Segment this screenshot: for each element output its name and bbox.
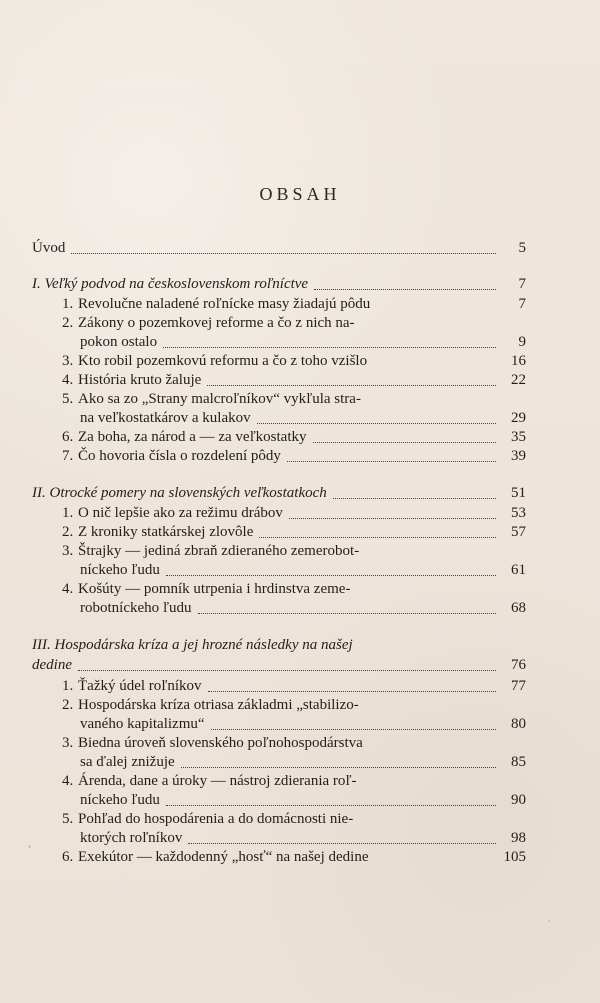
item-title: Ako sa zo „Strany malcroľníkov“ vykľula stra- [78,391,361,407]
item-title: História kruto žaluje [78,372,202,388]
toc-item-continued [32,409,526,428]
toc-item [32,542,526,561]
page-number: 51 [511,485,526,501]
chapter-heading-1 [32,275,526,294]
item-title: Čo hovoria čísla o rozdelení pôdy [78,448,281,464]
page-number: 35 [511,429,526,445]
paper-speck [548,920,550,922]
item-number: 1. [62,505,74,521]
toc-item [32,810,526,829]
toc-item [32,428,526,447]
page-number: 85 [511,754,526,770]
item-number: 3. [62,543,74,559]
page-number: 22 [511,372,526,388]
page-title: OBSAH [259,184,341,204]
toc-item [32,390,526,409]
toc-item [32,314,526,333]
toc-item [32,734,526,753]
item-number: 6. [62,849,74,865]
item-title: Hospodárska kríza otriasa základmi „stabilizo- [78,697,359,713]
item-title-continued: na veľkostatkárov a kulakov [80,410,251,426]
chapter-title: III. Hospodárska kríza a jej hrozné následky na našej [32,637,353,653]
item-number: 3. [62,735,74,751]
page-number: 29 [511,410,526,426]
table-of-contents [32,239,526,867]
item-title-continued: sa ďalej znižuje [80,754,175,770]
toc-item-continued [32,829,526,848]
item-title: Košúty — pomník utrpenia i hrdinstva zeme- [78,581,351,597]
item-title: Kto robil pozemkovú reformu a čo z toho vzišlo [78,353,368,369]
paper-speck [28,845,31,848]
dot-leader [198,612,497,614]
item-number: 2. [62,524,74,540]
item-title: Revolučne naladené roľnícke masy žiadajú pôdu [78,296,371,312]
toc-item [32,295,526,314]
toc-item [32,848,526,867]
toc-item [32,352,526,371]
item-number: 4. [62,581,74,597]
page-number: 5 [518,240,526,256]
page-number: 105 [503,849,526,865]
item-title-continued: pokon ostalo [80,334,158,350]
dot-leader [287,460,496,462]
item-title-continued: vaného kapitalizmu“ [80,716,205,732]
dot-leader [257,422,496,424]
item-title: Exekútor — každodenný „hosť“ na našej dedine [78,849,369,865]
item-number: 4. [62,372,74,388]
item-number: 6. [62,429,74,445]
chapter-heading-2 [32,484,526,503]
toc-item-continued [32,753,526,772]
toc-item-continued [32,599,526,618]
chapter-title-continued: dedine [32,657,72,673]
page-number: 7 [518,276,526,292]
item-number: 5. [62,811,74,827]
item-title-continued: níckeho ľudu [80,792,160,808]
dot-leader [207,384,496,386]
chapter-heading-3-continued [32,656,526,675]
dot-leader [208,690,496,692]
page-number: 39 [511,448,526,464]
item-number: 3. [62,353,74,369]
dot-leader [78,669,496,671]
item-number: 5. [62,391,74,407]
dot-leader [289,517,496,519]
item-title: Biedna úroveň slovenského poľnohospodárstva [78,735,363,751]
item-number: 4. [62,773,74,789]
item-title-continued: ktorých roľníkov [80,830,183,846]
toc-item [32,696,526,715]
item-title: Z kroniky statkárskej zlovôle [78,524,254,540]
toc-item-continued [32,791,526,810]
item-title: Zákony o pozemkovej reforme a čo z nich na- [78,315,355,331]
dot-leader [71,252,496,254]
item-title: Ťažký údel roľníkov [78,678,202,694]
dot-leader [259,536,496,538]
item-title: Pohľad do hospodárenia a do domácnosti nie- [78,811,354,827]
chapter-heading-3 [32,636,526,655]
page-number: 9 [518,334,526,350]
item-number: 1. [62,678,74,694]
item-title: Árenda, dane a úroky — nástroj zdierania roľ- [78,773,357,789]
page-number: 16 [511,353,526,369]
toc-item [32,580,526,599]
dot-leader [313,441,496,443]
dot-leader [211,728,496,730]
page-number: 76 [511,657,526,673]
item-title-continued: níckeho ľudu [80,562,160,578]
chapter-title: II. Otrocké pomery na slovenských veľkostatkoch [32,485,327,501]
toc-item-continued [32,561,526,580]
page-number: 7 [518,296,526,312]
page-number: 61 [511,562,526,578]
toc-item [32,371,526,390]
toc-item [32,447,526,466]
item-number: 1. [62,296,74,312]
item-number: 2. [62,697,74,713]
dot-leader [166,804,496,806]
page-number: 57 [511,524,526,540]
page-number: 98 [511,830,526,846]
dot-leader [333,497,496,499]
dot-leader [163,346,496,348]
toc-intro-row [32,239,526,258]
toc-item [32,523,526,542]
toc-intro-label: Úvod [32,240,66,256]
item-number: 7. [62,448,74,464]
toc-item-continued [32,715,526,734]
page-number: 68 [511,600,526,616]
page-number: 77 [511,678,526,694]
toc-item-continued [32,333,526,352]
dot-leader [188,842,496,844]
chapter-title: I. Veľký podvod na československom roľníctve [32,276,309,292]
page-number: 90 [511,792,526,808]
item-title: O nič lepšie ako za režimu drábov [78,505,283,521]
dot-leader [166,574,496,576]
item-title-continued: robotníckeho ľudu [80,600,192,616]
item-title: Za boha, za národ a — za veľkostatky [78,429,307,445]
page-number: 53 [511,505,526,521]
item-title: Štrajky — jediná zbraň zdieraného zemerobot- [78,543,360,559]
toc-item [32,504,526,523]
toc-item [32,677,526,696]
toc-item [32,772,526,791]
page-number: 80 [511,716,526,732]
dot-leader [181,766,496,768]
item-number: 2. [62,315,74,331]
dot-leader [314,288,496,290]
